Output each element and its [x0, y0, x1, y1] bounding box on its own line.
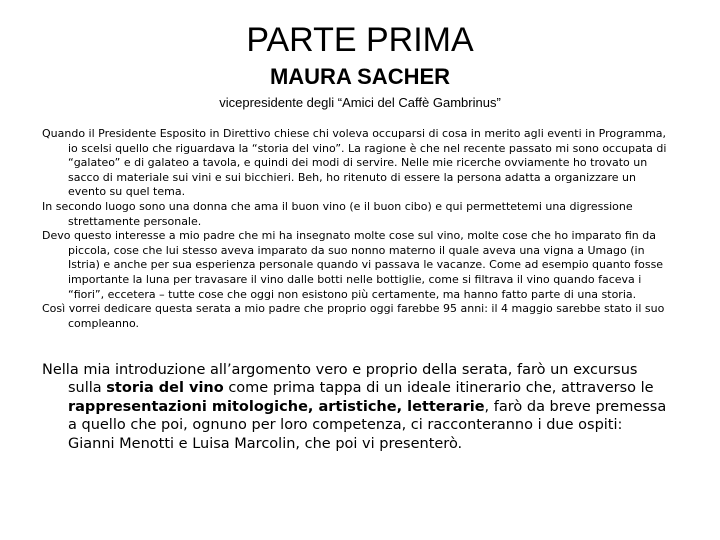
intro-text-1: Nella mia introduzione all’argomento vero e proprio della serata, farò un excursus sulla [42, 362, 638, 397]
body-text [42, 127, 670, 331]
speaker-role: vicepresidente degli “Amici del Caffè Gambrinus” [219, 95, 501, 110]
paragraph-1: Quando il Presidente Esposito in Direttivo chiese chi voleva occuparsi di cosa in merito agli eventi in Programma, io scelsi quello che riguardava la “storia del vino”. La ragione è che nel recente passato mi sono occupata di “galateo” e di galateo a tavola, e quindi dei modi di servire. Nelle mie ricerche ovviamente ho trovato un sacco di materiale sui vini e sui bicchieri. Beh, ho ritenuto di essere la persona adatta a organizzare un evento su quel tema. [42, 127, 667, 199]
speaker-name: MAURA SACHER [269, 64, 451, 89]
intro-highlight-2: rappresentazioni mitologiche, artistiche, letterarie [68, 398, 485, 415]
intro-text [42, 361, 672, 453]
page-title: PARTE PRIMA [246, 21, 474, 59]
paragraph-2: In secondo luogo sono una donna che ama il buon vino (e il buon cibo) e qui permettetemi una digressione strettamente personale. [42, 199, 633, 228]
intro-text-3: , farò da breve premessa a quello che poi, ognuno per loro competenza, ci racconteranno i due ospiti: Gianni Menotti e Luisa Marcolin, che poi vi presenterò. [68, 398, 667, 452]
intro-paragraph [42, 361, 672, 453]
intro-highlight-1: storia del vino [106, 380, 224, 397]
intro-text-2: come prima tappa di un ideale itinerario che, attraverso le [223, 380, 654, 397]
paragraph-3: Devo questo interesse a mio padre che mi ha insegnato molte cose sul vino, molte cose che ho imparato fin da piccola, cose che lui stesso aveva imparato da suo nonno materno il quale aveva una vigna a Umago (in Istria) e anche per sua esperienza personale quando vi passava le vacanze. Come ad esempio quanto fosse importante la luna per travasare il vino dalle botti nelle bottiglie, come si filtrava il vino quando faceva i “fiori”, eccetera – tutte cose che oggi non esistono più certamente, ma hanno fatto parte di una storia. [42, 229, 664, 301]
paragraph-4: Così vorrei dedicare questa serata a mio padre che proprio oggi farebbe 95 anni: il 4 maggio sarebbe stato il suo compleanno. [42, 302, 665, 330]
